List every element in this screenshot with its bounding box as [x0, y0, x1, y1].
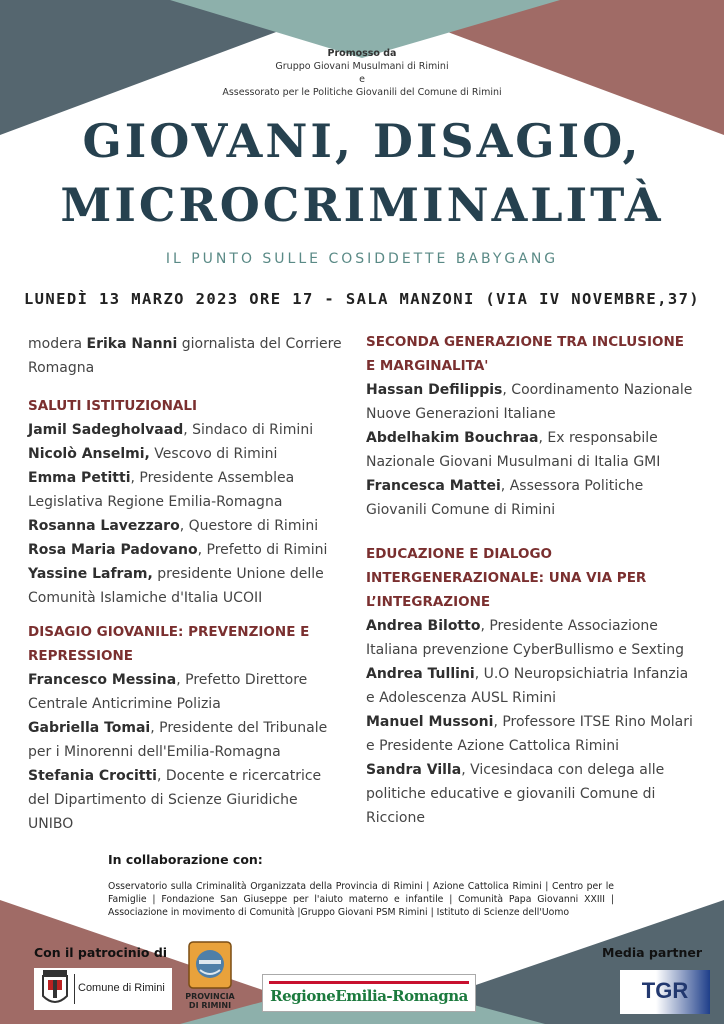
regione-label: RegioneEmilia-Romagna: [270, 987, 468, 1005]
comune-crest-icon: [38, 968, 72, 1010]
patrocinio-heading: Con il patrocinio di: [34, 945, 168, 960]
subtitle: IL PUNTO SULLE COSIDDETTE BABYGANG: [165, 251, 559, 267]
comune-label: Comune di Rimini: [78, 982, 165, 994]
tgr-label: TGR: [641, 978, 689, 1003]
section-heading: SECONDA GENERAZIONE TRA INCLUSIONE E MARGINALITA': [366, 334, 684, 374]
speaker: Jamil Sadegholvaad, Sindaco di Rimini: [28, 422, 314, 438]
speaker: Rosanna Lavezzaro, Questore di Rimini: [28, 518, 319, 534]
promo-conj: e: [359, 74, 365, 85]
speaker: Andrea Bilotto, Presidente Associazione Italiana prevenzione CyberBullismo e Sexting: [366, 618, 685, 658]
speaker: Gabriella Tomai, Presidente del Tribunale per i Minorenni dell'Emilia-Romagna: [28, 720, 328, 760]
provincia-label-1: PROVINCIA: [185, 992, 235, 1001]
speaker: Yassine Lafram, presidente Unione delle Comunità Islamiche d'Italia UCOII: [28, 566, 324, 606]
collab-heading: In collaborazione con:: [108, 852, 263, 867]
provincia-emblem-icon: [187, 940, 233, 990]
promo-label: Promosso da: [327, 48, 397, 59]
speaker: Francesco Messina, Prefetto Direttore Centrale Anticrimine Polizia: [28, 672, 308, 712]
event-dateline: LUNEDÌ 13 MARZO 2023 ORE 17 - SALA MANZONI (VIA IV NOVEMBRE,37): [23, 290, 701, 308]
moderator-name: Erika Nanni: [86, 336, 178, 352]
speaker: Abdelhakim Bouchraa, Ex responsabile Nazionale Giovani Musulmani di Italia GMI: [366, 430, 661, 470]
moderator: modera Erika Nanni giornalista del Corriere Romagna: [28, 336, 342, 376]
speaker: Andrea Tullini, U.O Neuropsichiatria Infanzia e Adolescenza AUSL Rimini: [366, 666, 689, 706]
speaker: Francesca Mattei, Assessora Politiche Giovanili Comune di Rimini: [366, 478, 644, 518]
provincia-rimini-logo: [182, 940, 238, 1016]
section-heading: DISAGIO GIOVANILE: PREVENZIONE E REPRESSIONE: [28, 624, 310, 664]
speaker: Emma Petitti, Presidente Assemblea Legislativa Regione Emilia-Romagna: [28, 470, 295, 510]
promo-org2: Assessorato per le Politiche Giovanili del Comune di Rimini: [222, 87, 502, 98]
comune-rimini-logo: [34, 968, 172, 1010]
left-column: [28, 332, 346, 836]
promo-block: [0, 47, 724, 99]
page-title-line2: MICROCRIMINALITÀ: [60, 178, 664, 232]
speaker: Hassan Defilippis, Coordinamento Nazionale Nuove Generazioni Italiane: [366, 382, 693, 422]
section-heading: EDUCAZIONE E DIALOGO INTERGENERAZIONALE: UNA VIA PER L’INTEGRAZIONE: [366, 546, 647, 610]
media-partner-heading: Media partner: [602, 945, 702, 960]
speaker: Rosa Maria Padovano, Prefetto di Rimini: [28, 542, 328, 558]
right-column: [366, 330, 696, 830]
tgr-logo: [620, 970, 710, 1014]
section-heading: SALUTI ISTITUZIONALI: [28, 398, 197, 414]
speaker: Sandra Villa, Vicesindaca con delega alle politiche educative e giovanili Comune di Riccione: [366, 762, 665, 826]
provincia-label-2: DI RIMINI: [188, 1001, 232, 1010]
collab-text: Osservatorio sulla Criminalità Organizzata della Provincia di Rimini | Azione Cattolica Rimini | Centro per le Famiglie | Fondazione San Giuseppe per l'aiuto materno e infantile | Comunità Papa Giovanni XXIII | Associazione in movimento di Comunità |Gruppo Giovani PSM Rimini | Istituto di Scienze dell'Uomo: [108, 881, 614, 918]
speaker: Manuel Mussoni, Professore ITSE Rino Molari e Presidente Azione Cattolica Rimini: [366, 714, 693, 754]
speaker: Nicolò Anselmi, Vescovo di Rimini: [28, 446, 278, 462]
promo-org1: Gruppo Giovani Musulmani di Rimini: [275, 61, 449, 72]
speaker: Stefania Crocitti, Docente e ricercatrice del Dipartimento di Scienze Giuridiche UNIBO: [28, 768, 322, 832]
regione-er-logo: [262, 974, 476, 1012]
page-title-line1: GIOVANI, DISAGIO,: [82, 114, 642, 168]
